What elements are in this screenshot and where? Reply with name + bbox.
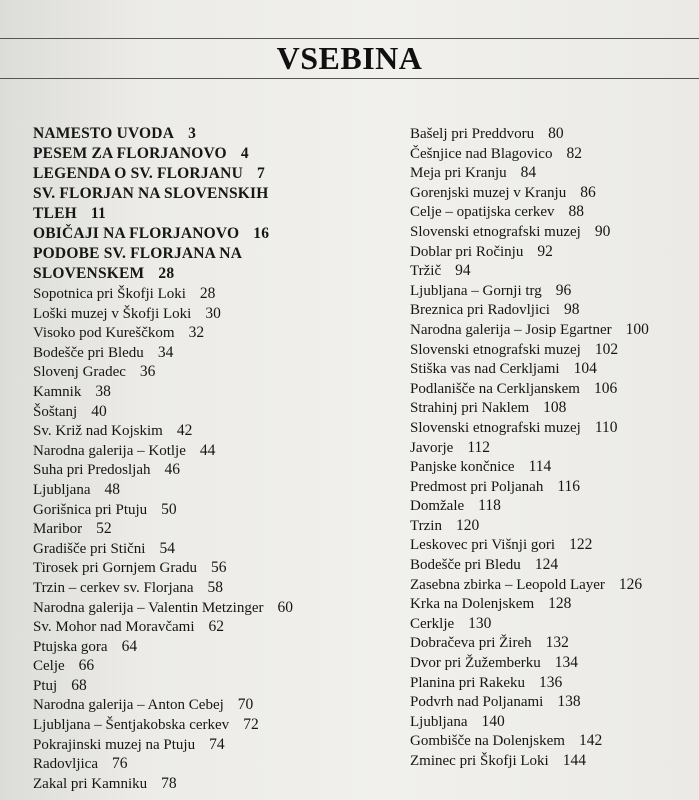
- toc-entry-page: 44: [199, 441, 216, 459]
- toc-entry-title: Krka na Dolenjskem: [410, 596, 535, 613]
- toc-entry-title: Pokrajinski muzej na Ptuju: [33, 736, 196, 753]
- toc-entry-title: Češnjice nad Blagovico: [410, 145, 553, 162]
- toc-entry-title: Bodešče pri Bledu: [410, 557, 521, 574]
- toc-entry: [33, 519, 368, 539]
- toc-entry-title: NAMESTO UVODA: [33, 125, 175, 142]
- toc-entry-title: Dobračeva pri Žireh: [410, 635, 532, 652]
- toc-entry-title: Predmost pri Poljanah: [410, 478, 544, 495]
- toc-entry-page: 62: [208, 618, 224, 636]
- toc-entry: [33, 421, 368, 441]
- toc-entry: [410, 281, 690, 301]
- toc-entry-page: 134: [554, 654, 579, 672]
- toc-entry-page: 56: [211, 559, 227, 577]
- toc-entry-page: 136: [538, 673, 563, 691]
- toc-entry-page: 72: [243, 716, 259, 734]
- toc-entry: [33, 343, 368, 363]
- toc-entry-title: Sv. Križ nad Kojskim: [33, 423, 163, 440]
- toc-entry: [410, 379, 690, 399]
- toc-entry-page: 36: [139, 363, 156, 381]
- toc-entry-page: 28: [199, 285, 216, 302]
- toc-entry-page: 16: [253, 225, 270, 242]
- toc-entry: [410, 222, 690, 242]
- toc-column-right: [410, 124, 690, 771]
- toc-entry: [410, 535, 690, 555]
- toc-entry: [33, 362, 368, 382]
- toc-entry: [33, 637, 368, 657]
- toc-entry: [33, 184, 368, 204]
- toc-entry-page: 78: [161, 774, 177, 792]
- toc-entry-page: 144: [562, 752, 586, 769]
- toc-entry-title: Dvor pri Žužemberku: [410, 655, 541, 672]
- toc-entry: [410, 320, 690, 340]
- toc-entry: [410, 712, 690, 732]
- toc-entry-title: Slovenski etnografski muzej: [410, 341, 581, 358]
- toc-entry-title: Podvrh nad Poljanami: [410, 694, 544, 711]
- toc-entry-page: 102: [594, 340, 619, 358]
- toc-entry: [33, 500, 368, 520]
- toc-entry-page: 116: [557, 477, 581, 495]
- toc-entry-page: 100: [625, 320, 649, 338]
- toc-entry-page: 124: [534, 556, 559, 574]
- toc-entry-title: Zminec pri Škofji Loki: [410, 753, 549, 769]
- toc-entry: [33, 774, 368, 794]
- toc-entry: [410, 418, 690, 438]
- toc-entry: [33, 480, 368, 500]
- toc-entry-title: Slovenski etnografski muzej: [410, 419, 581, 436]
- toc-entry: [33, 735, 368, 755]
- toc-entry-title: Narodna galerija – Kotlje: [33, 442, 186, 459]
- toc-entry-page: 86: [580, 183, 596, 201]
- toc-entry-page: 118: [478, 497, 501, 515]
- toc-entry-page: 7: [256, 165, 265, 182]
- toc-entry: [33, 754, 368, 774]
- toc-entry-title: Podlanišče na Cerkljanskem: [410, 380, 580, 397]
- toc-entry: [410, 555, 690, 575]
- toc-entry: [410, 340, 690, 360]
- toc-entry-page: 120: [455, 516, 480, 534]
- toc-entry-page: 128: [548, 595, 572, 613]
- toc-entry: [33, 460, 368, 480]
- toc-entry: [410, 438, 690, 458]
- toc-entry-title: OBIČAJI NA FLORJANOVO: [33, 225, 240, 242]
- toc-entry-page: 110: [594, 418, 618, 436]
- toc-entry-page: 46: [164, 461, 180, 479]
- toc-entry: [33, 382, 368, 402]
- toc-entry: [410, 398, 690, 418]
- toc-entry-title: Javorje: [410, 439, 454, 456]
- toc-entry: [33, 695, 368, 715]
- toc-entry-title: Trzin – cerkev sv. Florjana: [33, 579, 194, 596]
- toc-entry: [410, 144, 690, 164]
- toc-entry: [410, 183, 690, 203]
- toc-entry-page: 58: [207, 578, 224, 596]
- toc-entry-page: 90: [594, 222, 611, 240]
- toc-entry-title: Ptujska gora: [33, 638, 108, 655]
- toc-entry-page: 140: [481, 712, 505, 730]
- toc-entry-page: 60: [277, 598, 293, 616]
- toc-entry-title: Narodna galerija – Anton Cebej: [33, 697, 224, 714]
- toc-entry-page: 11: [90, 205, 106, 222]
- toc-entry-title: Gorenjski muzej v Kranju: [410, 184, 567, 201]
- toc-entry: [410, 575, 690, 595]
- toc-entry: [410, 731, 690, 751]
- toc-entry: [410, 359, 690, 379]
- toc-entry-title: Tržič: [410, 263, 442, 280]
- toc-entry: [33, 323, 368, 343]
- toc-entry-page: 50: [161, 500, 177, 518]
- page-title: VSEBINA: [276, 40, 423, 76]
- toc-entry: [410, 261, 690, 281]
- toc-entry-page: 92: [537, 242, 553, 260]
- toc-entry-page: 106: [593, 379, 618, 397]
- toc-entry: [33, 617, 368, 637]
- toc-entry: [33, 402, 368, 422]
- toc-entry-title: Panjske končnice: [410, 459, 515, 476]
- toc-entry-page: 52: [96, 520, 112, 538]
- toc-entry-page: 80: [548, 125, 564, 142]
- toc-entry: [33, 715, 368, 735]
- toc-entry-title: Ljubljana – Gornji trg: [410, 282, 542, 299]
- toc-entry-title: Zakal pri Kamniku: [33, 775, 148, 792]
- toc-column-left: [33, 124, 368, 793]
- toc-entry-title: Celje: [33, 658, 65, 675]
- toc-entry-page: 68: [71, 676, 87, 694]
- toc-entry-title: TLEH: [33, 205, 77, 222]
- toc-entry-page: 82: [566, 144, 582, 162]
- toc-entry-title: Tirosek pri Gornjem Gradu: [33, 560, 198, 577]
- toc-entry-page: 32: [188, 324, 205, 342]
- toc-entry: [410, 496, 690, 516]
- toc-entry: [410, 124, 690, 144]
- toc-entry-title: Gorišnica pri Ptuju: [33, 501, 148, 518]
- toc-entry-title: Šoštanj: [33, 403, 78, 420]
- toc-entry-title: Slovenski etnografski muzej: [410, 223, 581, 240]
- toc-entry-page: 66: [78, 657, 95, 675]
- toc-entry: [33, 676, 368, 696]
- toc-entry-title: Suha pri Predosljah: [33, 462, 151, 479]
- toc-entry-title: Domžale: [410, 498, 465, 515]
- title-underline: [0, 78, 699, 79]
- toc-entry-page: 74: [209, 735, 225, 753]
- toc-entry-page: 34: [157, 343, 174, 361]
- toc-entry: [410, 457, 690, 477]
- toc-entry-page: 138: [557, 693, 581, 711]
- toc-entry-page: 94: [455, 262, 471, 280]
- toc-entry: [33, 264, 368, 284]
- toc-entry-page: 4: [240, 145, 249, 162]
- toc-entry: [33, 441, 368, 461]
- toc-entry: [410, 751, 690, 771]
- toc-entry-page: 98: [563, 301, 580, 319]
- toc-entry-title: Stiška vas nad Cerkljami: [410, 361, 560, 378]
- toc-entry: [33, 539, 368, 559]
- toc-entry-title: Gombišče na Dolenjskem: [410, 733, 565, 750]
- toc-entry: [33, 578, 368, 598]
- toc-entry: [410, 614, 690, 634]
- toc-entry-page: 122: [569, 536, 593, 554]
- toc-entry-page: 3: [188, 125, 197, 142]
- toc-entry-page: 54: [159, 539, 175, 557]
- toc-entry: [33, 656, 368, 676]
- toc-entry-title: Zasebna zbirka – Leopold Layer: [410, 576, 605, 593]
- toc-entry-title: Gradišče pri Stični: [33, 540, 146, 557]
- toc-entry: [33, 558, 368, 578]
- toc-entry-title: LEGENDA O SV. FLORJANU: [33, 165, 243, 182]
- toc-entry-title: Radovljica: [33, 756, 98, 773]
- toc-entry-title: Trzin: [410, 517, 442, 534]
- toc-entry-title: Sv. Mohor nad Moravčami: [33, 619, 195, 636]
- toc-entry-title: Leskovec pri Višnji gori: [410, 537, 556, 554]
- toc-entry-page: 126: [618, 575, 643, 593]
- toc-entry-title: PESEM ZA FLORJANOVO: [33, 145, 227, 162]
- toc-entry-title: Ljubljana: [33, 481, 91, 498]
- toc-entry: [410, 653, 690, 673]
- toc-entry-page: 130: [468, 614, 492, 632]
- toc-entry: [410, 633, 690, 653]
- toc-entry: [33, 284, 368, 304]
- toc-entry-title: Strahinj pri Naklem: [410, 400, 530, 417]
- toc-entry: [33, 204, 368, 224]
- toc-entry: [410, 163, 690, 183]
- toc-entry-page: 28: [158, 265, 175, 282]
- toc-entry: [33, 244, 368, 264]
- toc-entry: [33, 304, 368, 324]
- toc-entry: [410, 300, 690, 320]
- toc-entry-page: 30: [205, 304, 221, 322]
- toc-entry-page: 104: [573, 360, 597, 378]
- toc-entry-title: Bodešče pri Bledu: [33, 344, 144, 361]
- toc-entry: [33, 598, 368, 618]
- toc-entry-title: Maribor: [33, 521, 83, 538]
- toc-entry-title: Ljubljana: [410, 713, 468, 730]
- toc-entry-page: 142: [578, 732, 603, 750]
- toc-entry: [410, 594, 690, 614]
- toc-entry-page: 40: [91, 402, 107, 420]
- toc-entry-page: 42: [176, 422, 193, 440]
- toc-entry: [410, 673, 690, 693]
- toc-entry-title: Meja pri Kranju: [410, 165, 507, 182]
- toc-entry-page: 88: [568, 203, 585, 221]
- toc-entry-title: Doblar pri Ročinju: [410, 243, 524, 260]
- toc-entry-page: 108: [543, 399, 567, 417]
- toc-entry-title: Ptuj: [33, 677, 58, 694]
- toc-entry-title: Narodna galerija – Valentin Metzinger: [33, 599, 264, 616]
- toc-entry-title: Narodna galerija – Josip Egartner: [410, 321, 612, 338]
- toc-entry-page: 76: [111, 755, 128, 773]
- toc-entry: [33, 124, 368, 144]
- toc-entry-title: Bašelj pri Preddvoru: [410, 126, 535, 142]
- toc-entry-title: Celje – opatijska cerkev: [410, 204, 555, 221]
- toc-entry-page: 114: [528, 458, 552, 476]
- toc-entry: [410, 202, 690, 222]
- toc-entry: [410, 692, 690, 712]
- toc-entry-title: SLOVENSKEM: [33, 265, 145, 282]
- toc-entry-page: 70: [237, 696, 254, 714]
- toc-entry-page: 96: [555, 281, 572, 299]
- toc-entry-page: 132: [545, 634, 569, 652]
- toc-entry-title: Sopotnica pri Škofji Loki: [33, 286, 186, 302]
- toc-entry-title: SV. FLORJAN NA SLOVENSKIH: [33, 185, 269, 202]
- toc-entry-page: 84: [520, 164, 537, 182]
- toc-entry-title: Loški muzej v Škofji Loki: [33, 305, 192, 322]
- toc-entry: [33, 224, 368, 244]
- toc-entry-title: PODOBE SV. FLORJANA NA: [33, 245, 243, 262]
- toc-entry: [410, 477, 690, 497]
- toc-entry-title: Breznica pri Radovljici: [410, 302, 550, 319]
- toc-entry-page: 112: [467, 438, 491, 456]
- toc-entry-title: Kamnik: [33, 383, 82, 400]
- toc-entry-title: Cerklje: [410, 615, 455, 632]
- toc-entry: [33, 164, 368, 184]
- toc-entry-title: Visoko pod Kureščkom: [33, 325, 175, 342]
- toc-entry-title: Slovenj Gradec: [33, 364, 126, 381]
- toc-entry-title: Ljubljana – Šentjakobska cerkev: [33, 717, 230, 734]
- toc-entry: [33, 144, 368, 164]
- toc-entry-page: 48: [104, 480, 120, 498]
- toc-entry-page: 38: [95, 382, 111, 400]
- toc-entry-page: 64: [121, 637, 138, 655]
- toc-entry-title: Planina pri Rakeku: [410, 674, 525, 691]
- toc-entry: [410, 516, 690, 536]
- toc-entry: [410, 242, 690, 262]
